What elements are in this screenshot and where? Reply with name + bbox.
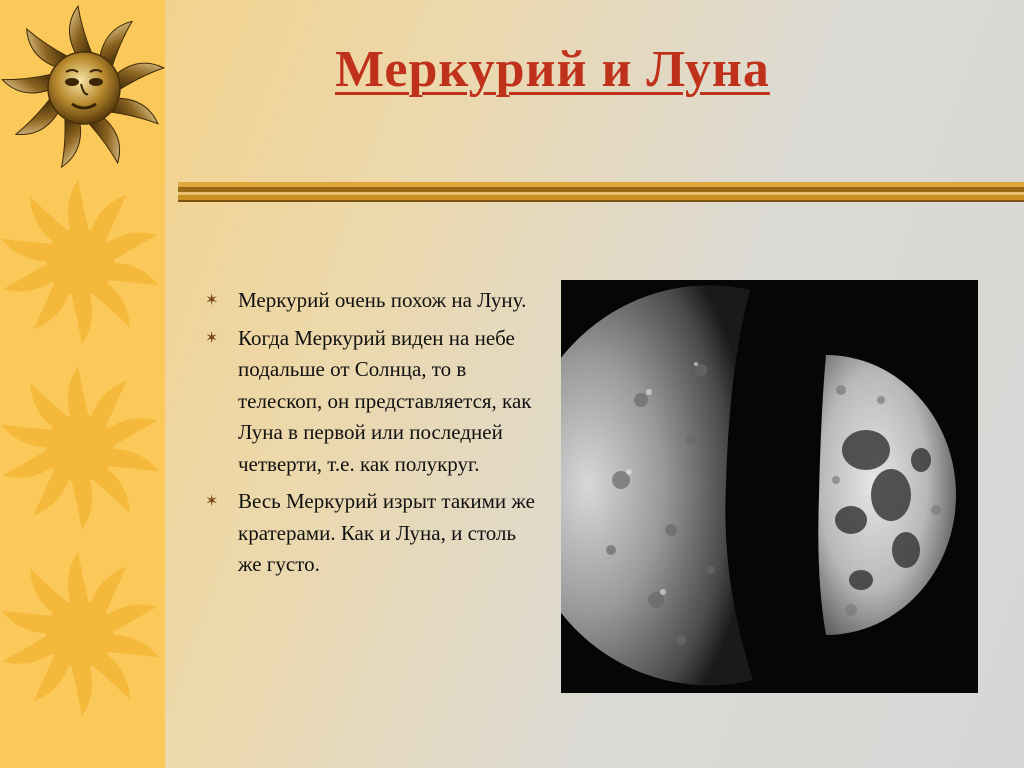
bullet-item [205, 486, 535, 581]
title-divider [178, 182, 1024, 204]
bullet-text: Меркурий очень похож на Луну. [238, 288, 527, 312]
star-bullet-icon: ✶ [205, 329, 219, 347]
star-bullet-icon: ✶ [205, 292, 219, 309]
slide-title: Меркурий и Луна [335, 41, 770, 98]
bullet-text: Весь Меркурий изрыт такими же кратерами. Как и Луна, и столь же густо. [238, 489, 535, 576]
mercury-and-moon-photo [561, 280, 978, 693]
bullet-item [205, 323, 535, 481]
mercury-and-moon-illustration [561, 280, 978, 693]
bullet-list [205, 285, 535, 587]
bullet-text: Когда Меркурий виден на небе подальше от Солнца, то в телескоп, он представляется, как Луна в первой или последней четверти, т.е. как полукруг. [238, 325, 532, 476]
sun-decorations [0, 0, 165, 768]
side-decoration-strip [0, 0, 165, 768]
sun-icon [0, 366, 162, 530]
star-bullet-icon: ✶ [205, 493, 219, 510]
sun-icon [0, 180, 162, 344]
sun-face-icon [1, 6, 165, 170]
bullet-item [205, 285, 535, 317]
sun-icon [0, 552, 162, 716]
